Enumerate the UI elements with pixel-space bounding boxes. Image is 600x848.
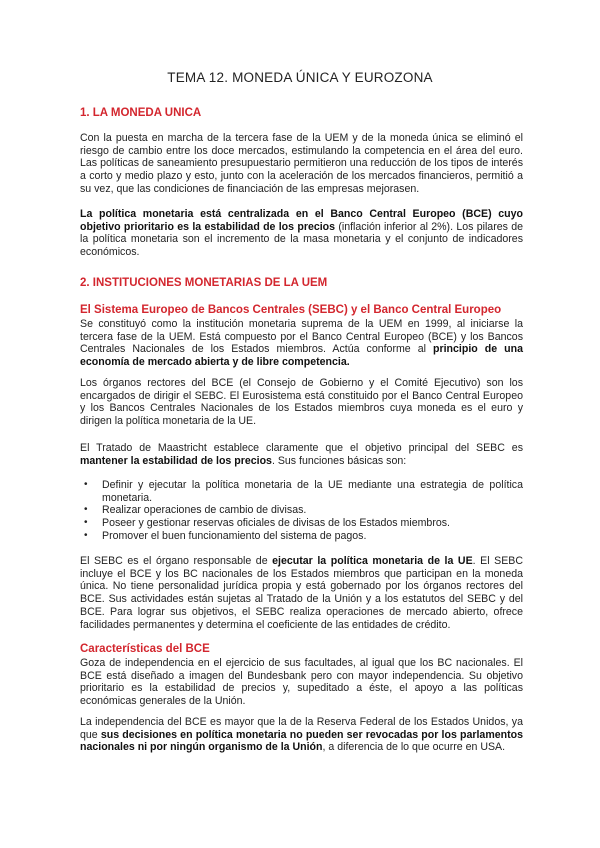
bold-text: La política monetaria está centralizada en el Banco Central Europeo (BCE) cuyo objetivo prioritario es la estabilidad de los precios <box>80 208 523 233</box>
text-run: (inflación inferior al 2%). Los pilares de la política monetaria son el incremento de la masa monetaria y el conjunto de indicadores económicos. <box>80 220 523 259</box>
section-heading-moneda-unica: 1. LA MONEDA UNICA <box>80 107 202 119</box>
paragraph-sebc-constitucion <box>80 318 523 369</box>
list-item-text: Poseer y gestionar reservas oficiales de divisas de los Estados miembros. <box>102 517 450 530</box>
text-run: El Tratado de Maastricht establece claramente que el objetivo principal del SEBC es <box>80 442 523 454</box>
text-run: . El SEBC incluye el BCE y los BC nacionales de los Estados miembros que participan en la moneda única. No tiene personalidad jurídica propia y está gobernado por los órganos rectores del BCE. Sus actividades están sujetas al Tratado de la Unión y a los estatutos del SEBC y del BCE. Para lograr sus objetivos, el SEBC realiza operaciones de mercado abierto, ofrece facilidades permanentes y determina el coeficiente de las entidades de crédito. <box>80 555 523 631</box>
list-item-text: Definir y ejecutar la política monetaria de la UE mediante una estrategia de política monetaria. <box>102 479 523 504</box>
bold-text: principio de una economía de mercado abierta y de libre competencia. <box>80 343 524 369</box>
paragraph-sebc-responsable <box>80 555 523 631</box>
bullet-icon: • <box>84 479 88 490</box>
list-item <box>80 479 523 504</box>
document-title: TEMA 12. MONEDA ÚNICA Y EUROZONA <box>167 70 433 85</box>
subheading-caracteristicas-bce: Características del BCE <box>80 643 210 655</box>
text-run: , a diferencia de lo que ocurre en USA. <box>322 741 506 754</box>
paragraph-politica-monetaria <box>80 208 523 259</box>
bullet-icon: • <box>84 529 88 541</box>
bullet-icon: • <box>84 504 88 516</box>
list-item <box>80 517 523 530</box>
list-item <box>80 504 523 517</box>
text-run: Se constituyó como la institución monetaria suprema de la UEM en 1999, al iniciarse la tercera fase de la UEM. Está compuesto por el Banco Central Europeo (BCE) y los Bancos Centrales Nacionales de los Estados miembros. Actúa conforme al <box>80 318 523 356</box>
text-run: El SEBC es el órgano responsable de <box>80 555 273 567</box>
paragraph-independencia-bce: Goza de independencia en el ejercicio de sus facultades, al igual que los BC nacionales. El BCE está diseñado a imagen del Bundesbank pero con mayor independencia. Su objetivo prioritario es la estabilidad de precios y, supeditado a éste, el apoyo a las políticas económicas generales de la Unión. <box>80 657 523 708</box>
paragraph-organos-rectores: Los órganos rectores del BCE (el Consejo de Gobierno y el Comité Ejecutivo) son los encargados de dirigir el SEBC. El Eurosistema está constituido por el Banco Central Europeo y los Bancos Centrales Nacionales de los Estados miembros cuya moneda es el euro y dirigen la política monetaria de la UE. <box>80 377 523 428</box>
functions-list <box>80 479 523 543</box>
bullet-icon: • <box>84 517 88 529</box>
bold-text: sus decisiones en política monetaria no pueden ser revocadas por los parlamentos nacionales ni por ningún organismo de la Unión <box>80 728 523 754</box>
paragraph-moneda-unica-intro: Con la puesta en marcha de la tercera fase de la UEM y de la moneda única se eliminó el riesgo de cambio entre los doce mercados, estimulando la competencia en el área del euro. Las políticas de saneamiento presupuestario permitieron una reducción de los tipos de interés a corto y medio plazo y esto, junto con la aceleración de los mercados financieros, permitió a su vez, que las condiciones de financiación de las empresas mejorasen. <box>80 132 523 195</box>
list-item-text: Promover el buen funcionamiento del sistema de pagos. <box>102 529 367 542</box>
bold-text: ejecutar la política monetaria de la UE <box>272 555 473 567</box>
section-heading-instituciones: 2. INSTITUCIONES MONETARIAS DE LA UEM <box>80 277 328 289</box>
list-item <box>80 530 523 543</box>
paragraph-tratado-maastricht <box>80 442 523 467</box>
bold-text: mantener la estabilidad de los precios <box>80 454 272 467</box>
text-run: La independencia del BCE es mayor que la de la Reserva Federal de los Estados Unidos, ya que <box>80 716 523 741</box>
list-item-text: Realizar operaciones de cambio de divisas. <box>102 504 307 517</box>
text-run: . Sus funciones básicas son: <box>271 454 407 467</box>
subheading-sebc-bce: El Sistema Europeo de Bancos Centrales (SEBC) y el Banco Central Europeo <box>80 304 502 316</box>
paragraph-reserva-federal <box>80 716 523 754</box>
